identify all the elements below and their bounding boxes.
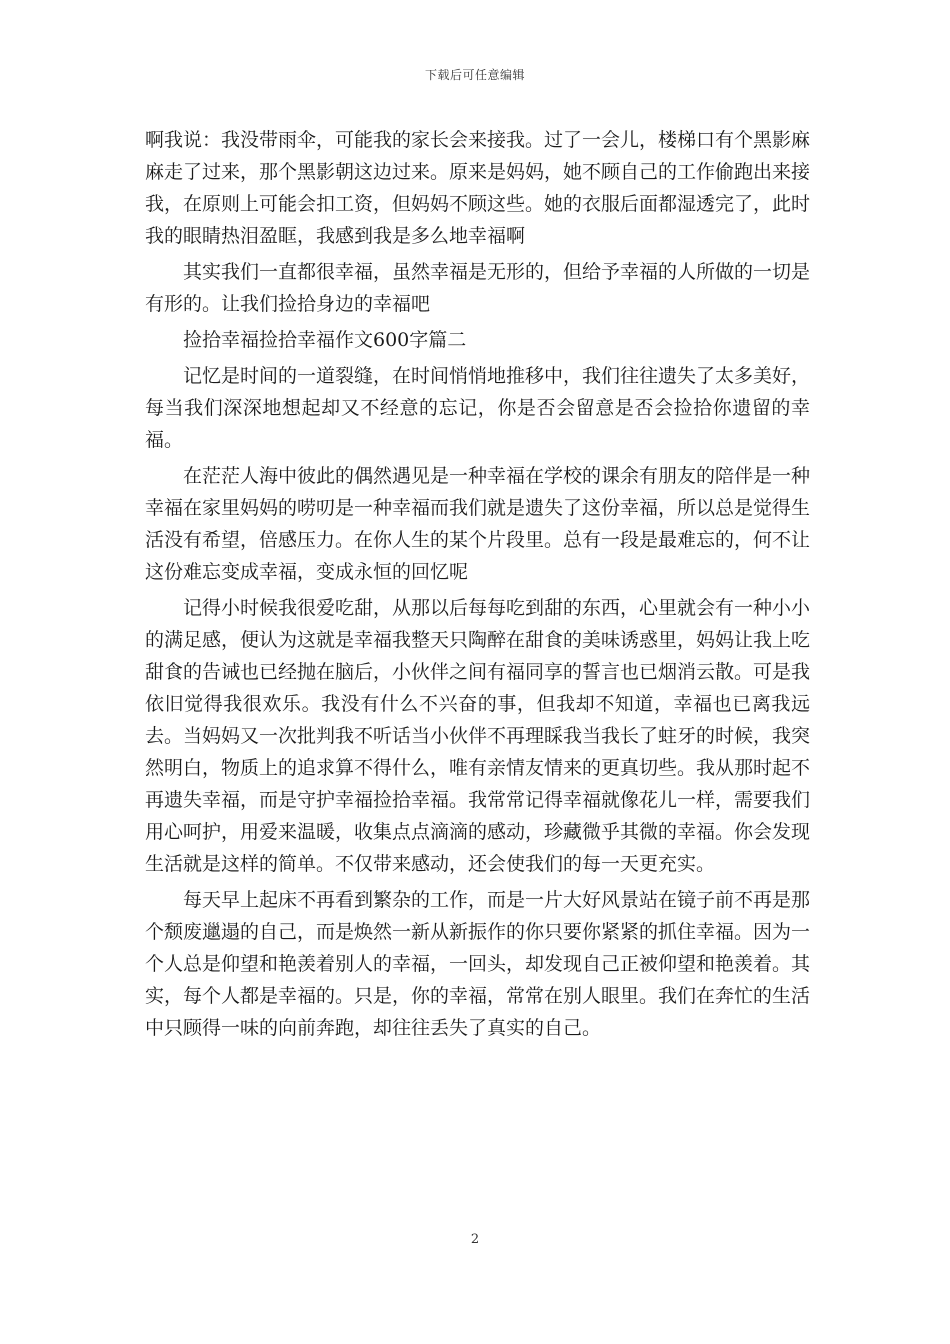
paragraph-4: 在茫茫人海中彼此的偶然遇见是一种幸福在学校的课余有朋友的陪伴是一种幸福在家里妈妈的唠叨是一种幸福而我们就是遗失了这份幸福，所以总是觉得生活没有希望，倍感压力。在你人生的某个片段里。总有一段是最难忘的，何不让这份难忘变成幸福，变成永恒的回忆呢 xyxy=(145,465,811,583)
paragraph-3: 记忆是时间的一道裂缝，在时间悄悄地推移中，我们往往遗失了太多美好，每当我们深深地想起却又不经意的忘记，你是否会留意是否会捡拾你遗留的幸福。 xyxy=(145,365,811,451)
page-number: 2 xyxy=(470,1232,480,1247)
section-heading: 捡拾幸福捡拾幸福作文600字篇二 xyxy=(183,329,467,351)
document-body xyxy=(145,124,810,1048)
paragraph-2: 其实我们一直都很幸福，虽然幸福是无形的，但给予幸福的人所做的一切是有形的。让我们捡拾身边的幸福吧 xyxy=(145,261,811,315)
paragraph-6: 每天早上起床不再看到繁杂的工作，而是一片大好风景站在镜子前不再是那个颓废邋遢的自己，而是焕然一新从新振作的你只要你紧紧的抓住幸福。因为一个人总是仰望和艳羡着别人的幸福，一回头，却发现自己正被仰望和艳羡着。其实，每个人都是幸福的。只是，你的幸福，常常在别人眼里。我们在奔忙的生活中只顾得一味的向前奔跑，却往往丢失了真实的自己。 xyxy=(145,889,811,1039)
page-header: 下载后可任意编辑 xyxy=(424,68,525,82)
paragraph-5: 记得小时候我很爱吃甜，从那以后每每吃到甜的东西，心里就会有一种小小的满足感，便认为这就是幸福我整天只陶醉在甜食的美味诱惑里，妈妈让我上吃甜食的告诫也已经抛在脑后，小伙伴之间有福同享的誓言也已烟消云散。可是我依旧觉得我很欢乐。我没有什么不兴奋的事，但我却不知道，幸福也已离我远去。当妈妈又一次批判我不听话当小伙伴不再理睬我当我长了蛀牙的时候，我突然明白，物质上的追求算不得什么，唯有亲情友情来的更真切些。我从那时起不再遗失幸福，而是守护幸福捡拾幸福。我常常记得幸福就像花儿一样，需要我们用心呵护，用爱来温暖，收集点点滴滴的感动，珍藏微乎其微的幸福。你会发现生活就是这样的简单。不仅带来感动，还会使我们的每一天更充实。 xyxy=(145,597,811,875)
paragraph-1: 啊我说：我没带雨伞，可能我的家长会来接我。过了一会儿，楼梯口有个黑影麻麻走了过来，那个黑影朝这边过来。原来是妈妈，她不顾自己的工作偷跑出来接我，在原则上可能会扣工资，但妈妈不顾这些。她的衣服后面都湿透完了，此时我的眼睛热泪盈眶，我感到我是多么地幸福啊 xyxy=(145,129,811,247)
